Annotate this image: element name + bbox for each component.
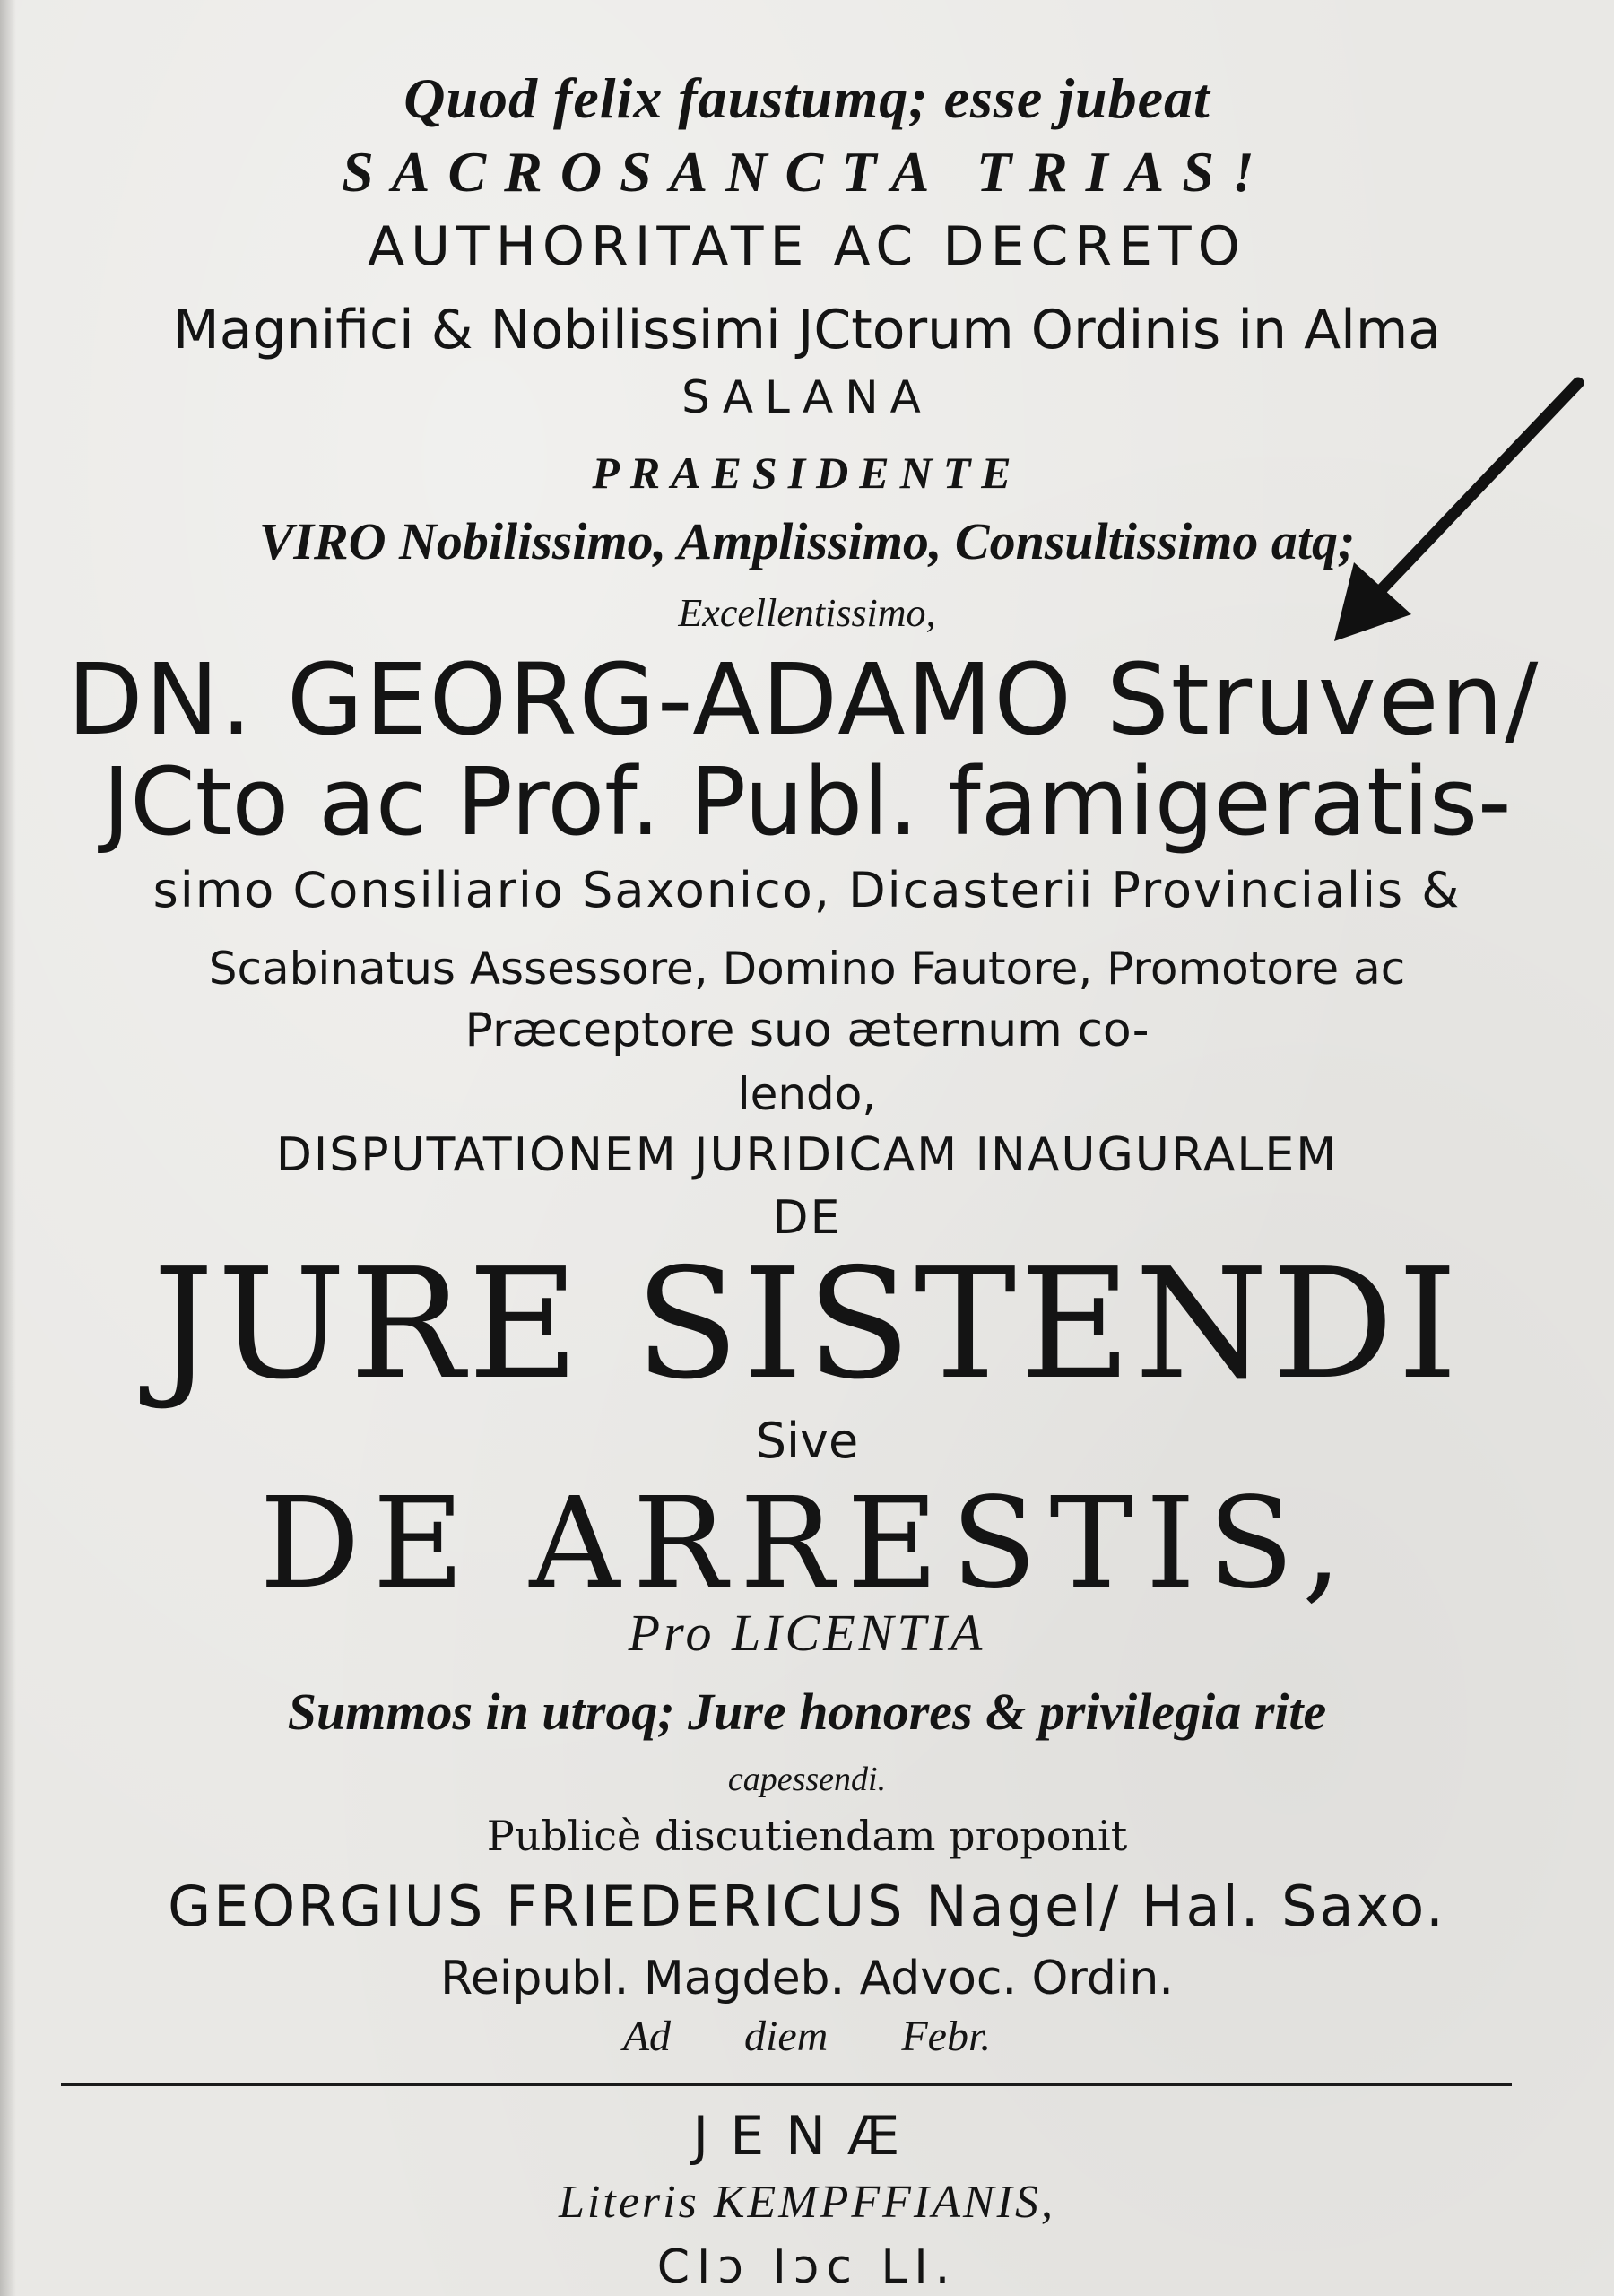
salana-line: SALANA bbox=[681, 371, 933, 423]
advocatus-line: Reipubl. Magdeb. Advoc. Ordin. bbox=[440, 1952, 1174, 2005]
authoritate-line: AUTHORITATE AC DECRETO bbox=[368, 215, 1246, 278]
date-line: Ad diem Febr. bbox=[622, 2013, 992, 2060]
consiliario-line: simo Consiliario Saxonico, Dicasterii Provincialis & bbox=[152, 862, 1462, 918]
de-line: DE bbox=[772, 1191, 842, 1245]
printer-line: Literis KEMPFFIANIS, bbox=[559, 2177, 1055, 2228]
praeses-name: DN. GEORG-ADAMO Struven/ bbox=[67, 642, 1540, 757]
summos-line: Summos in utroq; Jure honores & privilegia rite bbox=[287, 1683, 1327, 1741]
arrow-icon bbox=[1318, 372, 1587, 659]
respondent-name: GEORGIUS FRIEDERICUS Nagel/ Hal. Saxo. bbox=[168, 1874, 1446, 1939]
horizontal-rule bbox=[61, 2083, 1512, 2086]
praeses-title-line: JCto ac Prof. Publ. famigeratis- bbox=[102, 747, 1512, 857]
faculty-line: Magnifici & Nobilissimi JCtorum Ordinis in Alma bbox=[172, 299, 1442, 361]
pro-licentia-line: Pro LICENTIA bbox=[628, 1604, 986, 1662]
subtitle-de-arrestis: DE ARRESTIS, bbox=[259, 1471, 1355, 1617]
praeceptore-line: Præceptore suo æternum co- bbox=[464, 1004, 1150, 1057]
main-title-jure-sistendi: JURE SISTENDI bbox=[152, 1236, 1462, 1413]
year-line: CIɔ Iɔc LI. bbox=[656, 2240, 958, 2294]
capessendi-line: capessendi. bbox=[727, 1761, 887, 1798]
place-jenae: JENÆ bbox=[692, 2105, 922, 2168]
invocation-line: Quod felix faustumq; esse jubeat bbox=[404, 66, 1210, 130]
viro-nobilissimo-line: VIRO Nobilissimo, Amplissimo, Consultissimo atq; bbox=[258, 512, 1356, 570]
disputationem-line: DISPUTATIONEM JURIDICAM INAUGURALEM bbox=[275, 1128, 1339, 1182]
sive-line: Sive bbox=[755, 1413, 859, 1469]
sacrosancta-trias: SACROSANCTA TRIAS! bbox=[342, 140, 1272, 204]
praesidente-line: PRAESIDENTE bbox=[592, 448, 1022, 498]
scabinatus-line: Scabinatus Assessore, Domino Fautore, Promotore ac bbox=[208, 943, 1406, 995]
publice-line: Publicè discutiendam proponit bbox=[486, 1812, 1128, 1860]
excellentissimo-line: Excellentissimo, bbox=[678, 591, 936, 635]
lendo-line: lendo, bbox=[737, 1068, 877, 1120]
